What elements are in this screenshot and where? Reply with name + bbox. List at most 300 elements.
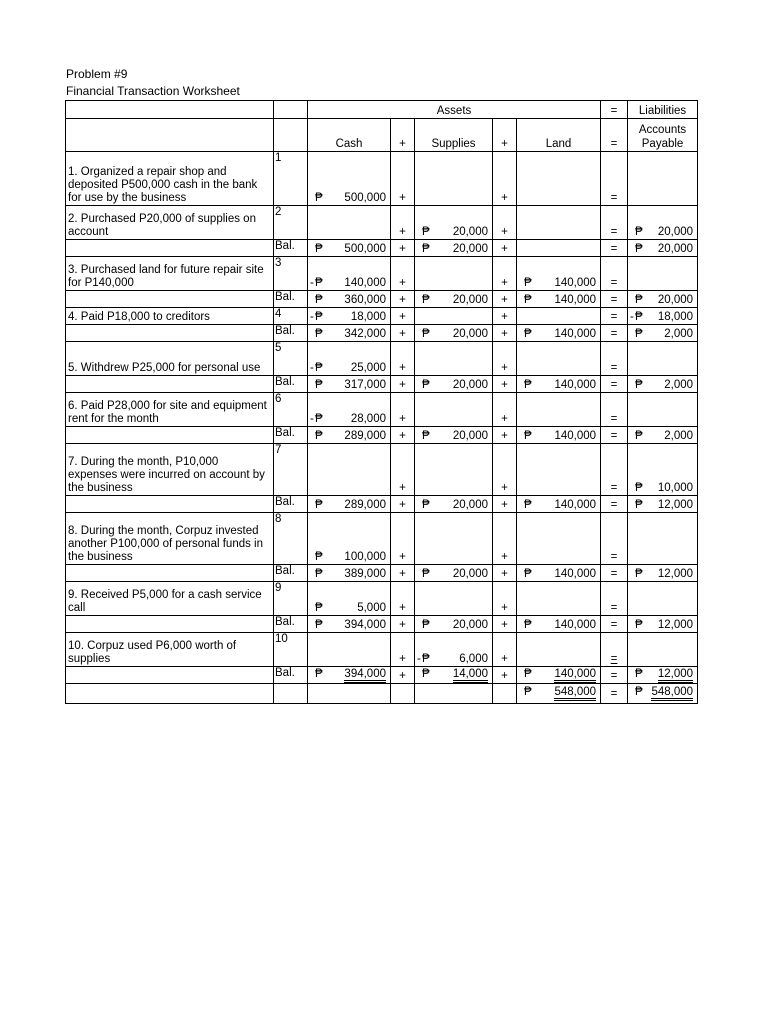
peso-sign: ₱ xyxy=(524,294,532,306)
amount-value: 140,000 xyxy=(554,379,597,391)
equals-operator xyxy=(601,684,628,704)
plus-operator-symbol: + xyxy=(399,653,406,665)
amount-value: 20,000 xyxy=(657,294,694,306)
row-number: 9 xyxy=(274,582,308,616)
cash-cell xyxy=(308,496,391,513)
plus-operator-symbol: + xyxy=(399,328,406,340)
plus-operator xyxy=(391,393,415,427)
peso-sign: ₱ xyxy=(635,379,643,391)
peso-sign: ₱ xyxy=(524,328,532,340)
land-header: Land xyxy=(517,119,601,152)
plus-operator xyxy=(391,291,415,308)
peso-sign: ₱ xyxy=(315,243,323,255)
transaction-row xyxy=(66,152,698,206)
amount-value: 18,000 xyxy=(350,311,386,323)
row-number: Bal. xyxy=(274,376,308,393)
equals-operator xyxy=(601,565,628,582)
peso-sign: ₱ xyxy=(315,362,323,374)
balance-row xyxy=(66,325,698,342)
plus-operator xyxy=(493,616,517,633)
plus-operator xyxy=(391,308,415,325)
transaction-row xyxy=(66,257,698,291)
cash-cell xyxy=(308,513,391,565)
land-cell xyxy=(517,325,601,342)
plus-operator-symbol: + xyxy=(399,619,406,631)
plus-operator-symbol: + xyxy=(501,482,508,494)
plus-operator-symbol: + xyxy=(399,192,406,204)
plus-operator-symbol: + xyxy=(501,328,508,340)
transaction-description: 10. Corpuz used P6,000 worth of supplies xyxy=(66,633,274,667)
plus-operator xyxy=(493,308,517,325)
amount-value: 20,000 xyxy=(452,243,488,255)
amount-value: 394,000 xyxy=(344,668,386,683)
land-cell xyxy=(517,308,601,325)
blank-header-cell xyxy=(66,119,274,152)
land-cell xyxy=(517,291,601,308)
plus-operator xyxy=(493,393,517,427)
transaction-row xyxy=(66,633,698,667)
amount-value: 140,000 xyxy=(554,499,597,511)
transaction-row xyxy=(66,206,698,240)
equals-operator xyxy=(601,393,628,427)
equals-operator xyxy=(601,376,628,393)
accounts-payable-cell xyxy=(628,496,698,513)
amount-value: 20,000 xyxy=(452,294,488,306)
transaction-description xyxy=(66,240,274,257)
accounts-payable-cell xyxy=(628,393,698,427)
plus-operator-symbol: + xyxy=(501,499,508,511)
plus-operator-symbol: + xyxy=(399,670,406,682)
peso-sign: ₱ xyxy=(315,294,323,306)
peso-sign: ₱ xyxy=(524,568,532,580)
accounts-payable-cell xyxy=(628,444,698,496)
blank-header-cell xyxy=(274,119,308,152)
land-cell xyxy=(517,342,601,376)
accounts-payable-cell xyxy=(628,616,698,633)
land-cell xyxy=(517,257,601,291)
cash-cell xyxy=(308,240,391,257)
row-number: Bal. xyxy=(274,616,308,633)
plus-operator xyxy=(391,325,415,342)
row-number: Bal. xyxy=(274,427,308,444)
peso-sign: ₱ xyxy=(635,311,643,323)
balance-row xyxy=(66,565,698,582)
amount-value: 20,000 xyxy=(657,243,694,255)
row-number: 4 xyxy=(274,308,308,325)
land-cell xyxy=(517,427,601,444)
equals-operator-symbol: = xyxy=(610,688,618,700)
blank-header-cell xyxy=(274,101,308,119)
row-number: Bal. xyxy=(274,325,308,342)
amount-value: 2,000 xyxy=(664,430,694,442)
transaction-row xyxy=(66,582,698,616)
supplies-cell xyxy=(415,257,493,291)
row-number: 1 xyxy=(274,152,308,206)
land-cell xyxy=(517,376,601,393)
cash-cell xyxy=(308,427,391,444)
plus-operator xyxy=(391,257,415,291)
amount-value: 14,000 xyxy=(453,668,488,683)
equals-operator xyxy=(601,582,628,616)
amount-value: 389,000 xyxy=(344,568,386,580)
peso-sign: ₱ xyxy=(422,379,430,391)
land-cell xyxy=(517,582,601,616)
peso-sign: ₱ xyxy=(422,226,430,238)
transaction-description: 9. Received P5,000 for a cash service call xyxy=(66,582,274,616)
row-number: 7 xyxy=(274,444,308,496)
transaction-description: 1. Organized a repair shop and deposited P500,000 cash in the bank for use by the business xyxy=(66,152,274,206)
plus-operator xyxy=(493,206,517,240)
peso-sign: ₱ xyxy=(524,499,532,511)
amount-value: 548,000 xyxy=(554,686,596,701)
plus-operator xyxy=(493,257,517,291)
equals-operator-symbol: = xyxy=(610,362,618,374)
plus-operator-symbol: + xyxy=(399,499,406,511)
transaction-description: 2. Purchased P20,000 of supplies on account xyxy=(66,206,274,240)
amount-value: 12,000 xyxy=(657,499,694,511)
balance-row xyxy=(66,427,698,444)
negative-sign: - xyxy=(417,653,421,665)
transaction-description xyxy=(66,616,274,633)
supplies-cell xyxy=(415,342,493,376)
peso-sign: ₱ xyxy=(315,413,323,425)
transaction-description xyxy=(66,291,274,308)
plus-operator-symbol: + xyxy=(501,413,508,425)
accounts-payable-cell xyxy=(628,565,698,582)
cash-cell xyxy=(308,342,391,376)
balance-row xyxy=(66,616,698,633)
equals-operator xyxy=(601,633,628,667)
plus-operator-symbol: + xyxy=(501,653,508,665)
peso-sign: ₱ xyxy=(635,482,643,494)
row-number: 6 xyxy=(274,393,308,427)
equals-operator xyxy=(601,667,628,684)
accounts-payable-header: Accounts Payable xyxy=(628,119,698,152)
peso-sign: ₱ xyxy=(422,430,430,442)
balance-row xyxy=(66,291,698,308)
cash-cell xyxy=(308,325,391,342)
supplies-cell xyxy=(415,393,493,427)
equals-operator xyxy=(601,616,628,633)
peso-sign: ₱ xyxy=(315,192,323,204)
transaction-description: 5. Withdrew P25,000 for personal use xyxy=(66,342,274,376)
amount-value: 140,000 xyxy=(554,668,596,683)
plus-operator-symbol: + xyxy=(501,379,508,391)
plus-operator xyxy=(493,152,517,206)
plus-operator-symbol: + xyxy=(399,482,406,494)
plus-operator-symbol: + xyxy=(501,362,508,374)
plus-operator xyxy=(391,513,415,565)
supplies-cell xyxy=(415,582,493,616)
plus-operator-symbol: + xyxy=(399,277,406,289)
equals-operator xyxy=(601,444,628,496)
row-number: 5 xyxy=(274,342,308,376)
plus-operator-symbol: + xyxy=(399,413,406,425)
equals-operator-symbol: = xyxy=(610,653,618,665)
accounts-payable-cell xyxy=(628,427,698,444)
peso-sign: ₱ xyxy=(422,619,430,631)
amount-value: 12,000 xyxy=(657,619,694,631)
plus-operator xyxy=(493,376,517,393)
cash-cell xyxy=(308,616,391,633)
plus-operator-symbol: + xyxy=(399,362,406,374)
land-cell xyxy=(517,565,601,582)
equals-operator xyxy=(601,240,628,257)
peso-sign: ₱ xyxy=(524,686,532,698)
plus-operator-symbol: + xyxy=(399,226,406,238)
accounts-payable-cell xyxy=(628,633,698,667)
equals-operator-symbol: = xyxy=(610,311,618,323)
negative-sign: - xyxy=(310,277,314,289)
plus-operator xyxy=(493,633,517,667)
peso-sign: ₱ xyxy=(315,568,323,580)
peso-sign: ₱ xyxy=(635,568,643,580)
equals-operator-symbol: = xyxy=(610,328,618,340)
blank-total-cell xyxy=(66,684,274,704)
balance-row xyxy=(66,667,698,684)
plus-operator-symbol: + xyxy=(399,568,406,580)
land-cell xyxy=(517,206,601,240)
plus-operator xyxy=(493,513,517,565)
plus-operator-symbol: + xyxy=(399,243,406,255)
plus-operator xyxy=(391,206,415,240)
supplies-header: Supplies xyxy=(415,119,493,152)
equals-operator-symbol: = xyxy=(610,430,618,442)
cash-header: Cash xyxy=(308,119,391,152)
blank-total-cell xyxy=(493,684,517,704)
equals-operator-symbol: = xyxy=(610,226,618,238)
peso-sign: ₱ xyxy=(422,243,430,255)
peso-sign: ₱ xyxy=(635,226,643,238)
equals-operator xyxy=(601,291,628,308)
supplies-cell xyxy=(415,496,493,513)
land-cell xyxy=(517,496,601,513)
plus-operator-symbol: + xyxy=(399,379,406,391)
header-row-groups xyxy=(66,101,698,119)
land-cell xyxy=(517,616,601,633)
liabilities-header: Liabilities xyxy=(628,101,698,119)
amount-value: 140,000 xyxy=(554,568,597,580)
accounts-payable-cell xyxy=(628,152,698,206)
amount-value: 20,000 xyxy=(452,499,488,511)
row-number: Bal. xyxy=(274,565,308,582)
supplies-cell xyxy=(415,513,493,565)
equals-operator-symbol: = xyxy=(610,568,618,580)
transaction-description: 7. During the month, P10,000 expenses were incurred on account by the business xyxy=(66,444,274,496)
amount-value: 289,000 xyxy=(344,499,386,511)
equals-operator-symbol: = xyxy=(610,277,618,289)
amount-value: 140,000 xyxy=(554,294,597,306)
row-number: 10 xyxy=(274,633,308,667)
supplies-cell xyxy=(415,633,493,667)
equals-operator xyxy=(601,342,628,376)
plus-operator xyxy=(391,444,415,496)
assets-header: Assets xyxy=(308,101,601,119)
plus-operator xyxy=(391,240,415,257)
cash-cell xyxy=(308,206,391,240)
plus-operator xyxy=(493,582,517,616)
supplies-cell xyxy=(415,444,493,496)
plus-operator xyxy=(391,616,415,633)
amount-value: 140,000 xyxy=(344,277,386,289)
peso-sign: ₱ xyxy=(635,499,643,511)
peso-sign: ₱ xyxy=(422,568,430,580)
supplies-cell xyxy=(415,308,493,325)
plus-operator xyxy=(493,291,517,308)
plus-operator xyxy=(493,325,517,342)
equals-operator xyxy=(601,513,628,565)
equals-operator-symbol: = xyxy=(610,379,618,391)
transaction-row xyxy=(66,444,698,496)
land-cell xyxy=(517,633,601,667)
transaction-description xyxy=(66,376,274,393)
equals-operator xyxy=(601,257,628,291)
equals-header: = xyxy=(601,101,628,119)
plus-operator-symbol: + xyxy=(501,311,508,323)
accounts-payable-cell xyxy=(628,376,698,393)
peso-sign: ₱ xyxy=(315,311,323,323)
transaction-description xyxy=(66,427,274,444)
equals-operator-symbol: = xyxy=(610,602,618,614)
negative-sign: - xyxy=(310,311,314,323)
cash-cell xyxy=(308,308,391,325)
peso-sign: ₱ xyxy=(635,243,643,255)
plus-operator-symbol: + xyxy=(501,619,508,631)
plus-header: + xyxy=(391,119,415,152)
peso-sign: ₱ xyxy=(635,619,643,631)
peso-sign: ₱ xyxy=(635,430,643,442)
supplies-cell xyxy=(415,667,493,684)
amount-value: 360,000 xyxy=(344,294,386,306)
equals-operator xyxy=(601,496,628,513)
transaction-row xyxy=(66,308,698,325)
plus-operator xyxy=(391,667,415,684)
amount-value: 317,000 xyxy=(344,379,386,391)
amount-value: 18,000 xyxy=(657,311,694,323)
peso-sign: ₱ xyxy=(315,619,323,631)
plus-operator xyxy=(391,376,415,393)
transaction-description xyxy=(66,667,274,684)
plus-operator-symbol: + xyxy=(501,551,508,563)
equals-operator-symbol: = xyxy=(610,551,618,563)
plus-operator xyxy=(391,152,415,206)
worksheet-title: Financial Transaction Worksheet xyxy=(66,84,240,98)
amount-value: 6,000 xyxy=(459,653,488,665)
land-cell xyxy=(517,444,601,496)
peso-sign: ₱ xyxy=(422,499,430,511)
accounts-payable-cell xyxy=(628,240,698,257)
row-number: 3 xyxy=(274,257,308,291)
equals-operator-symbol: = xyxy=(610,413,618,425)
peso-sign: ₱ xyxy=(635,668,643,680)
equals-operator xyxy=(601,325,628,342)
peso-sign: ₱ xyxy=(635,294,643,306)
plus-operator xyxy=(493,565,517,582)
plus-operator xyxy=(391,582,415,616)
plus-operator xyxy=(493,342,517,376)
land-cell xyxy=(517,393,601,427)
amount-value: 500,000 xyxy=(344,192,386,204)
transaction-description xyxy=(66,325,274,342)
land-cell xyxy=(517,152,601,206)
amount-value: 289,000 xyxy=(344,430,386,442)
plus-operator xyxy=(493,667,517,684)
row-number: 8 xyxy=(274,513,308,565)
balance-row xyxy=(66,496,698,513)
plus-operator-symbol: + xyxy=(501,277,508,289)
plus-operator-symbol: + xyxy=(399,430,406,442)
blank-total-cell xyxy=(415,684,493,704)
land-cell xyxy=(517,667,601,684)
supplies-cell xyxy=(415,325,493,342)
transaction-description xyxy=(66,565,274,582)
amount-value: 20,000 xyxy=(452,379,488,391)
blank-total-cell xyxy=(391,684,415,704)
equals-header: = xyxy=(601,119,628,152)
cash-cell xyxy=(308,393,391,427)
cash-cell xyxy=(308,291,391,308)
plus-operator xyxy=(493,427,517,444)
amount-value: 342,000 xyxy=(344,328,386,340)
total-liabilities-cell xyxy=(628,684,698,704)
amount-value: 140,000 xyxy=(554,430,597,442)
equals-operator-symbol: = xyxy=(610,670,618,682)
row-number: Bal. xyxy=(274,496,308,513)
land-cell xyxy=(517,240,601,257)
equals-operator-symbol: = xyxy=(610,294,618,306)
amount-value: 5,000 xyxy=(357,602,386,614)
peso-sign: ₱ xyxy=(524,668,532,680)
peso-sign: ₱ xyxy=(315,328,323,340)
supplies-cell xyxy=(415,206,493,240)
row-number: Bal. xyxy=(274,240,308,257)
plus-operator-symbol: + xyxy=(501,243,508,255)
transaction-row xyxy=(66,513,698,565)
cash-cell xyxy=(308,582,391,616)
peso-sign: ₱ xyxy=(422,653,430,665)
equals-operator xyxy=(601,308,628,325)
amount-value: 20,000 xyxy=(452,430,488,442)
plus-operator xyxy=(493,444,517,496)
amount-value: 140,000 xyxy=(554,328,597,340)
plus-operator-symbol: + xyxy=(399,311,406,323)
cash-cell xyxy=(308,565,391,582)
plus-operator-symbol: + xyxy=(399,602,406,614)
supplies-cell xyxy=(415,376,493,393)
supplies-cell xyxy=(415,240,493,257)
amount-value: 28,000 xyxy=(350,413,386,425)
cash-cell xyxy=(308,376,391,393)
land-cell xyxy=(517,513,601,565)
accounts-payable-cell xyxy=(628,291,698,308)
amount-value: 20,000 xyxy=(452,568,488,580)
cash-cell xyxy=(308,444,391,496)
transaction-worksheet-table xyxy=(65,100,698,704)
plus-operator xyxy=(391,565,415,582)
negative-sign: - xyxy=(630,311,634,323)
peso-sign: ₱ xyxy=(422,328,430,340)
amount-value: 140,000 xyxy=(554,619,597,631)
negative-sign: - xyxy=(310,413,314,425)
plus-operator xyxy=(391,633,415,667)
peso-sign: ₱ xyxy=(524,430,532,442)
totals-row xyxy=(66,684,698,704)
amount-value: 20,000 xyxy=(452,226,488,238)
equals-operator xyxy=(601,152,628,206)
cash-cell xyxy=(308,667,391,684)
row-number: Bal. xyxy=(274,667,308,684)
peso-sign: ₱ xyxy=(315,499,323,511)
